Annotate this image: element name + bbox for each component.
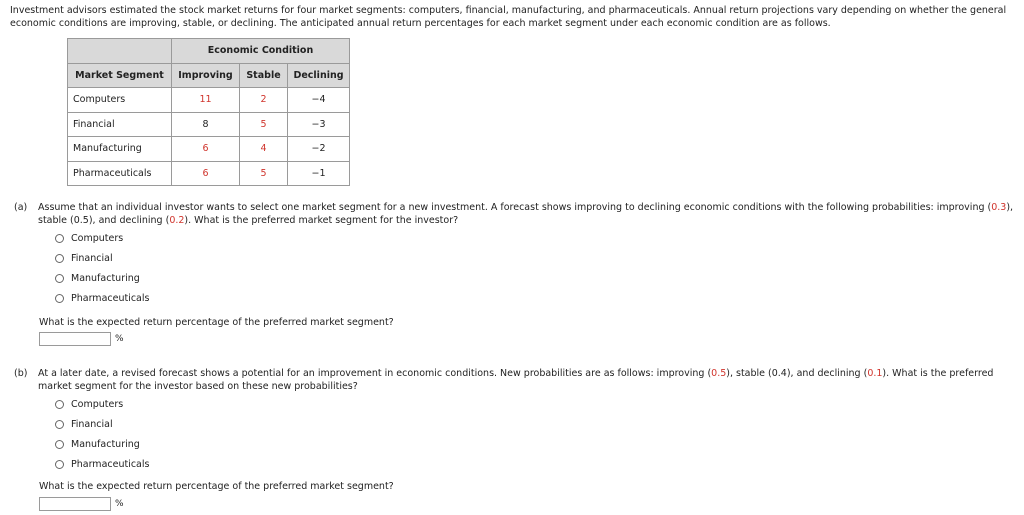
table-row bbox=[68, 161, 350, 186]
radio-icon[interactable] bbox=[55, 440, 64, 449]
part-b-label: (b) bbox=[14, 368, 28, 379]
radio-icon[interactable] bbox=[55, 294, 64, 303]
stable-cell: 5 bbox=[240, 112, 288, 137]
part-a-option-manufacturing[interactable] bbox=[55, 273, 140, 284]
table-row bbox=[68, 112, 350, 137]
stable-header: Stable bbox=[240, 63, 288, 88]
part-a-option-computers[interactable] bbox=[55, 233, 123, 244]
option-label: Computers bbox=[71, 399, 124, 410]
part-b-return-input[interactable] bbox=[39, 497, 111, 511]
part-a-return-input[interactable] bbox=[39, 332, 111, 346]
part-b-text-3: ). What is the preferred market segment for the investor based on these new probabilities? bbox=[38, 368, 994, 392]
option-label: Pharmaceuticals bbox=[71, 293, 150, 304]
declining-cell: −1 bbox=[288, 161, 350, 186]
part-a-text-1: Assume that an individual investor wants to select one market segment for a new investment. A forecast shows improving to declining economic conditions with the following probabilities: improving ( bbox=[38, 202, 992, 213]
returns-table bbox=[67, 38, 350, 186]
part-b-text-2: ), stable (0.4), and declining ( bbox=[726, 368, 868, 379]
declining-header: Declining bbox=[288, 63, 350, 88]
part-b-option-pharmaceuticals[interactable] bbox=[55, 459, 149, 470]
option-label: Manufacturing bbox=[71, 273, 140, 284]
radio-icon[interactable] bbox=[55, 460, 64, 469]
part-a-answer bbox=[39, 332, 124, 346]
stable-cell: 2 bbox=[240, 88, 288, 113]
improving-cell: 11 bbox=[172, 88, 240, 113]
declining-cell: −3 bbox=[288, 112, 350, 137]
part-b-text-1: At a later date, a revised forecast shows a potential for an improvement in economic conditions. New probabilities are as follows: improving ( bbox=[38, 368, 712, 379]
part-b-answer bbox=[39, 497, 124, 511]
economic-condition-header: Economic Condition bbox=[172, 39, 350, 64]
part-b-option-computers[interactable] bbox=[55, 399, 123, 410]
segment-cell: Financial bbox=[68, 112, 172, 137]
table-row bbox=[68, 137, 350, 162]
part-a-question: What is the expected return percentage of the preferred market segment? bbox=[39, 317, 394, 328]
part-a-text-2: ), stable (0.5), and declining ( bbox=[38, 202, 1014, 226]
option-label: Manufacturing bbox=[71, 439, 140, 450]
option-label: Computers bbox=[71, 233, 124, 244]
option-label: Financial bbox=[71, 419, 113, 430]
percent-unit: % bbox=[115, 499, 124, 509]
part-a-prompt bbox=[14, 201, 1014, 227]
radio-icon[interactable] bbox=[55, 234, 64, 243]
segment-cell: Manufacturing bbox=[68, 137, 172, 162]
improving-cell: 6 bbox=[172, 137, 240, 162]
radio-icon[interactable] bbox=[55, 400, 64, 409]
part-a-text-3: ). What is the preferred market segment for the investor? bbox=[184, 215, 459, 226]
part-a-prob-declining: 0.2 bbox=[169, 215, 185, 226]
part-b-option-manufacturing[interactable] bbox=[55, 439, 140, 450]
option-label: Pharmaceuticals bbox=[71, 459, 150, 470]
table-row bbox=[68, 88, 350, 113]
radio-icon[interactable] bbox=[55, 420, 64, 429]
improving-cell: 6 bbox=[172, 161, 240, 186]
part-b-prob-improving: 0.5 bbox=[711, 368, 727, 379]
header-blank bbox=[68, 39, 172, 64]
part-a-option-financial[interactable] bbox=[55, 253, 113, 264]
part-a-option-pharmaceuticals[interactable] bbox=[55, 293, 149, 304]
part-b-prob-declining: 0.1 bbox=[867, 368, 883, 379]
improving-cell: 8 bbox=[172, 112, 240, 137]
improving-header: Improving bbox=[172, 63, 240, 88]
declining-cell: −2 bbox=[288, 137, 350, 162]
radio-icon[interactable] bbox=[55, 274, 64, 283]
part-a-label: (a) bbox=[14, 202, 28, 213]
stable-cell: 4 bbox=[240, 137, 288, 162]
segment-cell: Pharmaceuticals bbox=[68, 161, 172, 186]
problem-intro: Investment advisors estimated the stock market returns for four market segments: computers, financial, manufacturing, and pharmaceuticals. Annual return projections vary depending on whether the general economic conditions are improving, stable, or declining. The anticipated annual return percentages for each market segment under each economic condition are as follows. bbox=[10, 5, 1007, 29]
option-label: Financial bbox=[71, 253, 113, 264]
part-b-question: What is the expected return percentage of the preferred market segment? bbox=[39, 481, 394, 492]
radio-icon[interactable] bbox=[55, 254, 64, 263]
part-a-prob-improving: 0.3 bbox=[991, 202, 1007, 213]
stable-cell: 5 bbox=[240, 161, 288, 186]
part-b-option-financial[interactable] bbox=[55, 419, 113, 430]
percent-unit: % bbox=[115, 334, 124, 344]
segment-cell: Computers bbox=[68, 88, 172, 113]
part-b-prompt bbox=[14, 367, 1014, 393]
market-segment-header: Market Segment bbox=[68, 63, 172, 88]
declining-cell: −4 bbox=[288, 88, 350, 113]
